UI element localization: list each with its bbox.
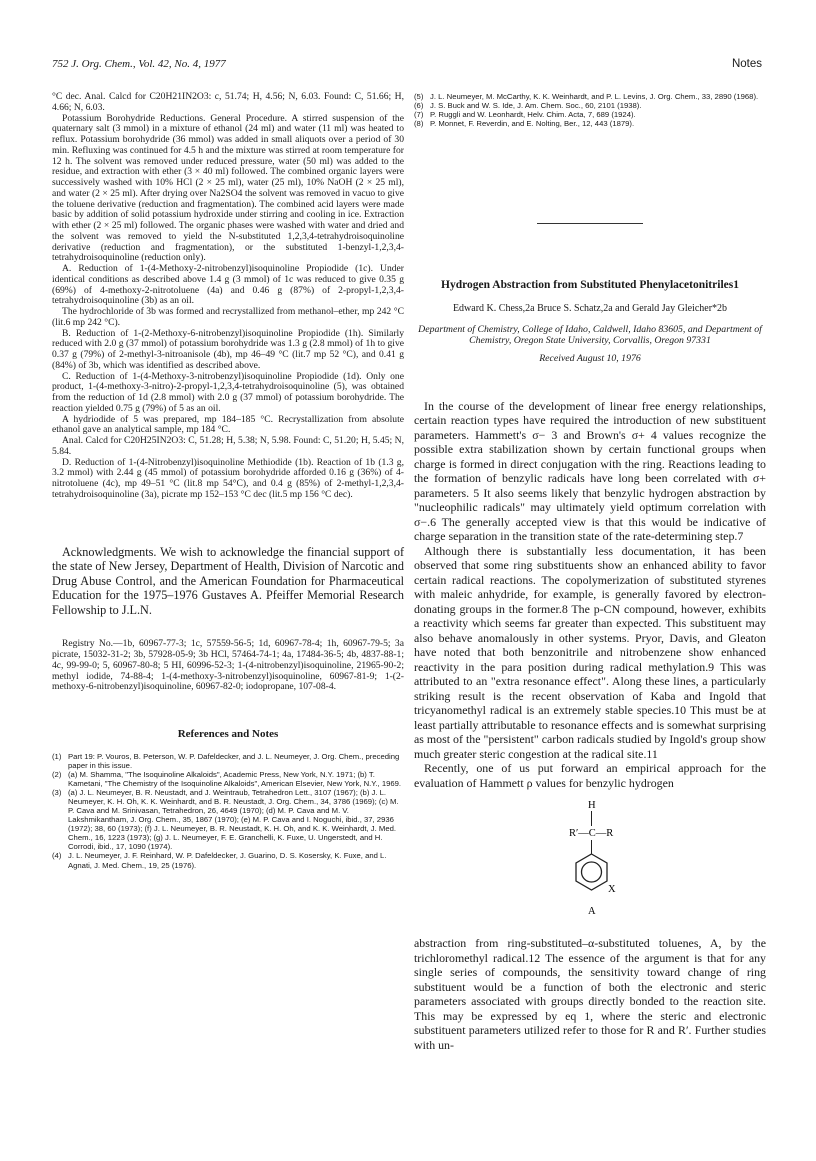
page-header xyxy=(52,58,762,74)
reference-item: (5) J. L. Neumeyer, M. McCarthy, K. K. Weinhardt, and P. L. Levins, J. Org. Chem., 33, 2890 (1968). xyxy=(414,92,759,101)
structure-drawing xyxy=(414,796,766,928)
acknowledgments: Acknowledgments. We wish to acknowledge the financial support of the state of New Jersey, Department of Health, Division of Narcotic and Drug Abuse Control, and the American Foundation for Pharmaceutical Education for the 1975–1976 Gustaves A. Pfeiffer Memorial Research Fellowship to J.L.N. xyxy=(52,544,404,617)
registry-numbers: Registry No.—1b, 60967-77-3; 1c, 57559-56-5; 1d, 60967-78-4; 1h, 60967-79-5; 3a picrate, 15032-31-2; 3b, 57928-05-9; 3b HCl, 57464-74-1; 4a, 17484-36-5; 4b, 4837-88-1; 4c, 99-99-0; 5, 60967-80-8; 5 HI, 60996-52-3; 1-(4-nitrobenzyl)isoquinoline, 21965-90-2; methyl iodide, 74-88-4; 1-(4-methoxy-3-nitrobenzyl)isoquinoline, 60967-81-9; 1-(2-methoxy-6-nitrobenzyl)isoquinoline, 60967-82-0; iodopropane, 107-08-4. xyxy=(52,638,404,693)
paragraph: In the course of the development of linear free energy relationships, certain reaction types have required the introduction of new substituent parameters. Hammett's σ− 3 and Brown's σ+ 4 values recognize the possible extra stabilization shown by certain functional groups when charge is formed in direct conjugation with the ring. Reactions leading to the formation of benzylic radicals have long been correlated with σ+ parameters. 5 It also seems likely that benzylic hydrogen abstraction by "nucleophilic radicals" may ultimately yield optimum correlation with σ−.6 The generally accepted view is that this would be indicative of charge separation in the transition state of the rate-determining step.7 xyxy=(414,398,766,544)
divider xyxy=(537,223,643,224)
reference-item: (6) J. S. Buck and W. S. Ide, J. Am. Chem. Soc., 60, 2101 (1938). xyxy=(414,101,642,111)
affiliation: Department of Chemistry, College of Idaho, Caldwell, Idaho 83605, and Department of Chemistry, Oregon State University, Corvallis, Oregon 97331 xyxy=(418,323,762,347)
paragraph: C. Reduction of 1-(4-Methoxy-3-nitrobenzyl)isoquinoline Propiodide (1d). Only one product, 1-(4-methoxy-3-nitro)-2-propyl-1,2,3,4-tetrahydroisoquinoline (5), was obtained from the reduction of 1d (2.8 mmol) with 2.0 g (37 mmol) of potassium borohydride. The reaction yielded 0.75 g (79%) of 5 as an oil. xyxy=(52,370,404,414)
references-heading: References and Notes xyxy=(177,728,279,741)
reference-item: (3) (a) J. L. Neumeyer, B. R. Neustadt, and J. Weintraub, Tetrahedron Lett., 3107 (1967); (b) J. L. Neumeyer, K. H. Oh, K. K. Weinhardt, and B. R. Neustadt, J. Org. Chem., 34, 3786 (1969); (c) M. P. Cava and M. Srinivasan, Tetrahedron, 26, 4649 (1970); (d) M. P. Cava and M. V. Lakshmikantham, J. Org. Chem., 35, 1867 (1970); (e) M. P. Cava and I. Noguchi, ibid., 37, 2936 (1972); 38, 60 (1973); (f) J. L. Neumeyer, B. R. Neustadt, K. H. Oh, and K. K. Weinhardt, J. Med. Chem., 16, 1223 (1973); (g) J. L. Neumeyer, F. E. Granchelli, K. Fuxe, U. Ungerstedt, and H. Corrodi, ibid., 17, 1090 (1974). xyxy=(52,788,399,852)
reference-item: (2) (a) M. Shamma, "The Isoquinoline Alkaloids", Academic Press, New York, N.Y. 1971; (b) T. Kametani, "The Chemistry of the Isoquinoline Alkaloids", American Elsevier, New York, N.Y., 1969. xyxy=(52,770,402,789)
paragraph: abstraction from ring-substituted–α-substituted toluenes, A, by the trichloromethyl radical.12 The essence of the argument is that for any single series of compounds, the sensitivity toward change of ring substituent would be a function of both the electronic and steric parameters associated with groups directly bonded to the reaction site. This may be expressed by eq 1, where the steric and electronic substituent parameters utilized refer to those for R and R′. Further studies with un- xyxy=(414,936,766,1052)
article-title: Hydrogen Abstraction from Substituted Phenylacetonitriles1 xyxy=(441,279,739,292)
benzene-ring xyxy=(576,854,607,890)
chemical-structure-A xyxy=(414,796,766,928)
paragraph: The hydrochloride of 3b was formed and recrystallized from methanol–ether, mp 242 °C (lit.6 mp 242 °C). xyxy=(52,306,404,328)
reference-list xyxy=(52,752,404,870)
article-body xyxy=(414,399,766,791)
paragraph: A hydriodide of 5 was prepared, mp 184–185 °C. Recrystallization from absolute ethanol gave an analytical sample, mp 184 °C. xyxy=(52,413,404,436)
reference-list-continued xyxy=(414,92,766,128)
paragraph: Anal. Calcd for C20H25IN2O3: C, 51.28; H, 5.38; N, 5.98. Found: C, 51.20; H, 5.45; N, 5.84. xyxy=(52,435,404,457)
paragraph: Recently, one of us put forward an empirical approach for the evaluation of Hammett ρ values for benzylic hydrogen xyxy=(414,761,766,790)
hydrogen-label: H xyxy=(588,800,596,812)
authors: Edward K. Chess,2a Bruce S. Schatz,2a and Gerald Jay Gleicher*2b xyxy=(452,303,728,315)
x-label: X xyxy=(608,884,616,896)
paragraph: A. Reduction of 1-(4-Methoxy-2-nitrobenzyl)isoquinoline Propiodide (1c). Under identical conditions as described above 1.4 g (3 mmol) of 1c was reduced to give 0.35 g (69%) of 4-methoxy-2-nitrotoluene (4a) and 0.46 g (87%) of 2-propyl-1,2,3,4-tetrahydroisoquinoline (3b) as an oil. xyxy=(52,263,404,307)
paragraph: Potassium Borohydride Reductions. General Procedure. A stirred suspension of the quaternary salt (3 mmol) in a mixture of ethanol (24 ml) and water (11 ml) was heated to reflux. Potassium borohydride (36 mmol) was added in small aliquots over a period of 30 min. Refluxing was continued for 4.5 h and the mixture was stirred at room temperature for 12 h. The solvent was removed under reduced pressure, water (50 ml) was added to the residue, and extraction with ether (3 × 40 ml) followed. The combined organic layers were successively washed with 10% HCl (2 × 25 ml), water (25 ml), 10% NaOH (2 × 25 ml), and water (2 × 25 ml). After drying over Na2SO4 the solvent was removed in vacuo to give the toluene derivative (reduction and fragmentation). The combined acid layers were made basic by addition of solid potassium hydroxide under stirring and cooling in ice. Extraction with ether (2 × 25 ml) followed. The organic phases were washed with water and dried and the solvent was removed to yield the N-substituted 1,2,3,4-tetrahydroisoquinoline derivative (reduction and fragmentation), or the substituted 1-benzyl-1,2,3,4-tetrahydroisoquinoline (reduction only). xyxy=(52,112,404,264)
reference-item: (7) P. Ruggli and W. Leonhardt, Helv. Chim. Acta, 7, 689 (1924). xyxy=(414,110,636,120)
left-column xyxy=(52,92,404,870)
paragraph: °C dec. Anal. Calcd for C20H21IN2O3: c, 51.74; H, 4.56; N, 6.03. Found: C, 51.66; H, 4.66; N, 6.03. xyxy=(52,91,404,113)
section-label: Notes xyxy=(731,58,762,70)
reference-item: (8) P. Monnet, F. Reverdin, and E. Nolting, Ber., 12, 443 (1879). xyxy=(414,119,635,129)
compound-label: A xyxy=(588,906,596,918)
received-date: Received August 10, 1976 xyxy=(539,352,641,364)
paragraph: Although there is substantially less documentation, it has been observed that some ring substituents show an enhanced ability to favor certain radical reactions. The copolymerization of substituted styrenes with maleic anhydride, for example, is generally favored by electron-donating groups in the former.8 The p-CN compound, however, exhibits a reactivity which seems far greater than expected. This substituent may also behave anomalously in other systems. Pryor, Davis, and Gleaton have noted that both benzonitrile and nitrobenzene show enhanced reactivity in the para position during radical methylation.9 This was attributed to an "extra resonance effect". Along these lines, a particularly striking result is the recent observation of Kaba and Ingold that tricyanomethyl radical is an extremely stable species.10 This must be at least partially attributable to resonance effects and is somewhat surprising as most of the "persistent" carbon radicals studied by Ingold's group show much greater steric congestion at the radical site.11 xyxy=(414,543,766,761)
substituent-label: R′—C—R xyxy=(569,828,614,840)
paragraph: B. Reduction of 1-(2-Methoxy-6-nitrobenzyl)isoquinoline Propiodide (1h). Similarly reduced with 2.0 g (37 mmol) of potassium borohydride was 1.3 g (2.8 mmol) of 1h to give 0.37 g (79%) of 2-methyl-3-nitroanisole (4b), mp 46–49 °C (lit.7 mp 52 °C), and 0.41 g (84%) of 3b, which was identified as described above. xyxy=(52,327,404,371)
reference-item: (1) Part 19: P. Vouros, B. Peterson, W. P. Dafeldecker, and J. L. Neumeyer, J. Org. Chem., preceding paper in this issue. xyxy=(52,751,400,771)
reference-item: (4) J. L. Neumeyer, J. F. Reinhard, W. P. Dafeldecker, J. Guarino, D. S. Kosersky, K. Fuxe, and L. Agnati, J. Med. Chem., 19, 25 (1976). xyxy=(52,851,387,870)
right-column xyxy=(414,92,766,1052)
running-head: 752 J. Org. Chem., Vol. 42, No. 4, 1977 xyxy=(52,58,226,70)
paragraph: D. Reduction of 1-(4-Nitrobenzyl)isoquinoline Methiodide (1b). Reaction of 1b (1.3 g, 3.2 mmol) with 2.44 g (45 mmol) of potassium borohydride afforded 0.16 g (36%) of 4-nitrotoluene (4c), mp 49–51 °C (lit.8 mp 54°C), and 0.4 g (85%) of 2-methyl-1,2,3,4-tetrahydroisoquinoline (3a), picrate mp 152–153 °C dec (lit.5 mp 156 °C dec). xyxy=(52,456,404,500)
aromatic-circle xyxy=(582,862,602,882)
